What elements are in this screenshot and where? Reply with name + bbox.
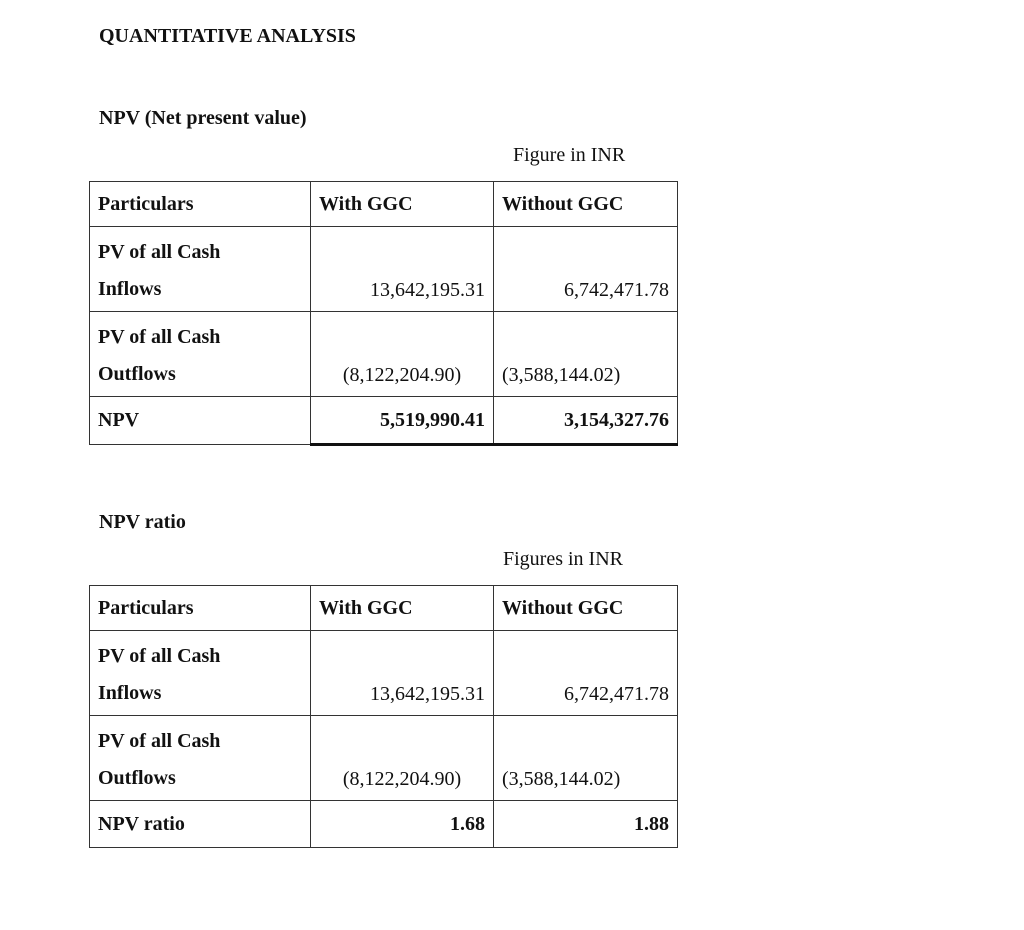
column-header-with-ggc: With GGC — [311, 586, 494, 631]
cell-without-ggc: 6,742,471.78 — [494, 227, 678, 312]
cell-without-ggc: (3,588,144.02) — [494, 312, 678, 397]
total-label: NPV — [90, 397, 311, 445]
total-label: NPV ratio — [90, 801, 311, 848]
row-label-line2: Inflows — [98, 682, 162, 704]
total-without-ggc: 3,154,327.76 — [494, 397, 678, 445]
total-with-ggc: 1.68 — [311, 801, 494, 848]
cell-with-ggc: 13,642,195.31 — [311, 631, 494, 716]
npv-section-heading: NPV (Net present value) — [99, 107, 307, 129]
cell-without-ggc: 6,742,471.78 — [494, 631, 678, 716]
column-header-with-ggc: With GGC — [311, 182, 494, 227]
row-label — [90, 227, 311, 312]
column-header-without-ggc: Without GGC — [494, 586, 678, 631]
row-label — [90, 716, 311, 801]
document-title: QUANTITATIVE ANALYSIS — [99, 25, 356, 47]
column-header-particulars: Particulars — [90, 182, 311, 227]
table-row — [90, 227, 678, 312]
total-row — [90, 801, 678, 848]
row-label-line1: PV of all Cash — [98, 241, 221, 263]
row-label-line1: PV of all Cash — [98, 730, 221, 752]
cell-with-ggc: (8,122,204.90) — [311, 312, 494, 397]
row-label-line1: PV of all Cash — [98, 645, 221, 667]
column-header-without-ggc: Without GGC — [494, 182, 678, 227]
table-header-row — [90, 586, 678, 631]
table-row — [90, 312, 678, 397]
total-without-ggc: 1.88 — [494, 801, 678, 848]
table-row — [90, 716, 678, 801]
npv-ratio-table — [89, 585, 678, 848]
row-label-line2: Inflows — [98, 278, 162, 300]
npv-unit-note: Figure in INR — [513, 144, 626, 166]
total-row — [90, 397, 678, 445]
total-with-ggc: 5,519,990.41 — [311, 397, 494, 445]
cell-with-ggc: 13,642,195.31 — [311, 227, 494, 312]
row-label — [90, 312, 311, 397]
npv-table — [89, 181, 678, 446]
row-label-line2: Outflows — [98, 363, 176, 385]
row-label — [90, 631, 311, 716]
cell-with-ggc: (8,122,204.90) — [311, 716, 494, 801]
table-header-row — [90, 182, 678, 227]
table-row — [90, 631, 678, 716]
ratio-section-heading: NPV ratio — [99, 511, 186, 533]
cell-without-ggc: (3,588,144.02) — [494, 716, 678, 801]
column-header-particulars: Particulars — [90, 586, 311, 631]
ratio-unit-note: Figures in INR — [503, 548, 623, 570]
row-label-line2: Outflows — [98, 767, 176, 789]
row-label-line1: PV of all Cash — [98, 326, 221, 348]
